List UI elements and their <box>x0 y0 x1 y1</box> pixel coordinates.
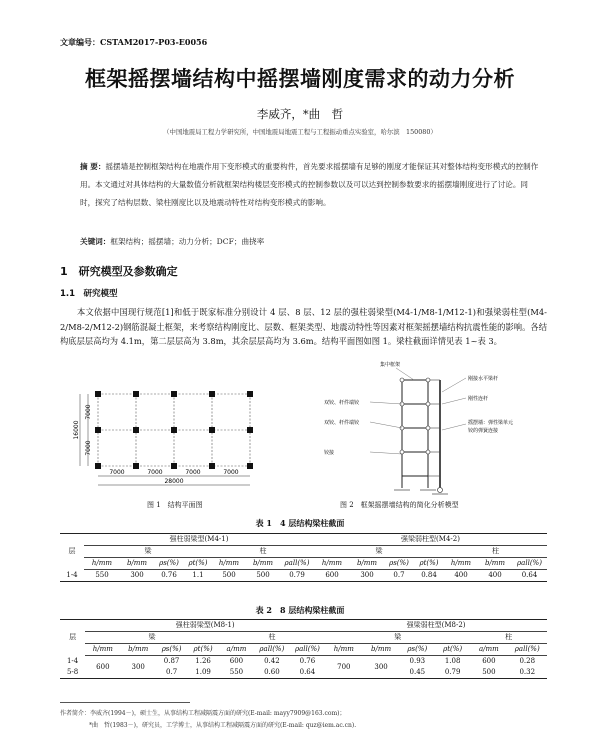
cell: 700 <box>337 662 351 671</box>
cell: 0.79 <box>289 571 305 579</box>
col-header: a/mm <box>470 644 507 656</box>
paper-title: 框架摇摆墙结构中摇摆墙刚度需求的动力分析 <box>85 67 515 91</box>
table-row <box>60 570 547 582</box>
col-header: ρs(%) <box>400 644 435 656</box>
cell: 1.1 <box>192 571 204 579</box>
col-header: b/mm <box>478 558 512 570</box>
figure-1-plan <box>60 382 260 500</box>
col-header: h/mm <box>444 558 478 570</box>
cell: 0.42 <box>264 657 280 665</box>
col-header: ρall(%) <box>508 644 548 656</box>
authors: 李威齐，*曲 哲 <box>256 107 344 121</box>
abstract <box>80 158 540 212</box>
section-heading: 1 研究模型及参数确定 <box>60 265 178 278</box>
col-header: ρt(%) <box>435 644 470 656</box>
cell: 0.64 <box>299 668 316 676</box>
cell: 0.28 <box>519 657 536 665</box>
col-header: ρs(%) <box>384 558 414 570</box>
plan-span-label: 7000 <box>147 469 163 476</box>
cell: 500 <box>222 571 236 579</box>
col-header: a/mm <box>219 644 254 656</box>
beam-header: 梁 <box>314 546 444 558</box>
cell: 0.76 <box>299 657 316 665</box>
col-header: b/mm <box>362 644 399 656</box>
subsection-heading: 1.1 研究模型 <box>60 289 118 299</box>
label-hinge-2: 双铰、杆件端铰 <box>324 420 360 426</box>
group-header: 强柱弱梁型(M4-1) <box>84 534 314 546</box>
col-header: b/mm <box>246 558 280 570</box>
cell: 1-4 <box>66 656 79 665</box>
label-frame: 集中框架 <box>380 362 401 368</box>
table-1-caption: 表 1 4 层结构梁柱截面 <box>255 518 345 528</box>
cell: 0.79 <box>444 668 461 676</box>
cell: 1.26 <box>195 657 211 665</box>
cell: 5-8 <box>66 668 79 676</box>
col-header: ρs(%) <box>156 644 187 656</box>
layer-header: 层 <box>68 547 76 556</box>
plan-span-label: 7000 <box>109 469 125 476</box>
col-header: b/mm <box>350 558 384 570</box>
table-2-caption: 表 2 8 层结构梁柱截面 <box>255 605 345 615</box>
keywords <box>80 236 540 247</box>
beam-header: 梁 <box>85 632 219 644</box>
figure-2-model <box>318 360 518 500</box>
col-header: h/mm <box>212 558 246 570</box>
document-number: 文章编号：CSTAM2017-P03-E0056 <box>60 37 208 47</box>
beam-header: 梁 <box>325 632 470 644</box>
cell: 0.93 <box>409 657 426 665</box>
table-1 <box>60 533 547 582</box>
group-header: 强梁弱柱型(M8-2) <box>325 620 547 632</box>
cell: 0.64 <box>521 571 538 579</box>
col-header: b/mm <box>121 644 156 656</box>
column-header: 柱 <box>444 546 547 558</box>
plan-span-label: 7000 <box>185 469 201 476</box>
col-header: h/mm <box>84 558 120 570</box>
figure-1-caption: 图 1 结构平面图 <box>147 501 203 509</box>
keywords-text: 框架结构；摇摆墙；动力分析；DCF；曲挠率 <box>110 237 265 246</box>
cell: 0.60 <box>264 668 280 676</box>
cell: 400 <box>454 571 468 579</box>
col-header: b/mm <box>120 558 154 570</box>
cell: 1.09 <box>195 668 211 676</box>
col-header: ρall(%) <box>512 558 547 570</box>
cell: 600 <box>325 571 339 579</box>
cell: 500 <box>256 571 270 579</box>
label-pin: 铰接 <box>324 450 335 456</box>
footnote: 作者简介：李威齐(1994－)，硕士生，从事结构工程减隔震方面的研究(E-mail: mayy7909@163.com)； <box>60 710 346 717</box>
col-header: h/mm <box>325 644 362 656</box>
cell: 550 <box>229 668 244 676</box>
col-header: h/mm <box>314 558 350 570</box>
cell: 600 <box>96 662 110 671</box>
affiliation: （中国地震局工程力学研究所，中国地震局地震工程与工程振动重点实验室，哈尔滨 150080） <box>163 128 437 136</box>
col-header: ρall(%) <box>280 558 314 570</box>
group-header: 强梁弱柱型(M4-2) <box>314 534 547 546</box>
cell: 300 <box>360 571 374 579</box>
body-paragraph: 本文依据中国现行规范[1]和低于既家标准分别设计 4 层、8 层、12 层的强柱弱梁型(M4-1/M8-1/M12-1)和强梁弱柱型(M4-2/M8-2/M12-2)钢筋混凝土框架，来考察结构刚度比、层数、框架类型、地震动特性等因素对框架摇摆墙结构抗震性能的影响。各结构底层层高均为 4.1m，第二层层高为 3.8m，其余层层高均为 3.6m。结构平面图如图 1。梁柱截面详情见表 1~表 3。 <box>60 307 547 347</box>
cell: 0.87 <box>163 657 180 665</box>
plan-dim-vertical-total: 16000 <box>73 420 80 440</box>
label-wall: 摇摆墙：弹性梁单元 <box>468 420 514 426</box>
cell: 600 <box>482 657 496 665</box>
plan-span-label: 7000 <box>223 469 239 476</box>
plan-dim-bottom: 7000 <box>85 440 92 456</box>
footnote: *曲 哲(1983－)，研究员，工学博士，从事结构工程减隔震方面的研究(E-mail: quz@iem.ac.cn). <box>89 722 357 729</box>
abstract-label: 摘 要： <box>80 162 106 171</box>
label-link: 刚性连杆 <box>468 396 489 402</box>
cell: 0.84 <box>421 571 437 579</box>
cell: 500 <box>482 668 496 676</box>
table-row <box>60 656 547 668</box>
col-header: ρall(%) <box>254 644 290 656</box>
layer-header: 层 <box>69 633 77 642</box>
plan-total-label: 28000 <box>164 478 184 485</box>
figure-2-caption: 图 2 框架摇摆墙结构的简化分析模型 <box>340 501 459 509</box>
cell: 400 <box>488 571 502 579</box>
cell: 1-4 <box>66 570 78 579</box>
label-hinge-1: 双铰、杆件端铰 <box>324 400 360 406</box>
cell: 300 <box>374 662 388 671</box>
footnote-rule <box>60 702 190 703</box>
abstract-text: 摇摆墙是控制框架结构在地震作用下变形模式的重要构件，首先要求摇摆墙有足够的刚度才能保证其对整体结构变形模式的控制作用。本文通过对具体结构的大量数值分析就框架结构楼层变形模式的控制参数以及可以达到控制参数要求的摇摆墙刚度进行了讨论。同时，探究了结构层数、梁柱刚度比以及地震动特性对结构变形模式的影响。 <box>80 162 539 207</box>
plan-dim-top: 7000 <box>85 404 92 420</box>
col-header: ρt(%) <box>184 558 212 570</box>
cell: 0.7 <box>166 668 178 676</box>
cell: 300 <box>130 571 144 579</box>
keywords-label: 关键词： <box>80 237 111 246</box>
column-header: 柱 <box>212 546 314 558</box>
group-header: 强柱弱梁型(M8-1) <box>85 620 325 632</box>
col-header: ρt(%) <box>187 644 218 656</box>
cell: 0.7 <box>393 571 405 579</box>
cell: 550 <box>95 571 109 579</box>
col-header: ρt(%) <box>414 558 444 570</box>
col-header: h/mm <box>85 644 120 656</box>
table-2 <box>60 619 547 679</box>
column-header: 柱 <box>470 632 547 644</box>
label-spring: 铰的弹簧连接 <box>468 428 499 434</box>
cell: 300 <box>131 662 145 671</box>
col-header: ρall(%) <box>290 644 326 656</box>
cell: 600 <box>229 657 244 665</box>
cell: 1.08 <box>444 657 461 665</box>
beam-header: 梁 <box>84 546 212 558</box>
cell: 0.45 <box>409 668 426 676</box>
cell: 0.32 <box>519 668 536 676</box>
col-header: ρs(%) <box>154 558 184 570</box>
cell: 0.76 <box>161 571 177 579</box>
label-rigid-beam: 刚接水平梁杆 <box>468 376 499 382</box>
column-header: 柱 <box>219 632 325 644</box>
